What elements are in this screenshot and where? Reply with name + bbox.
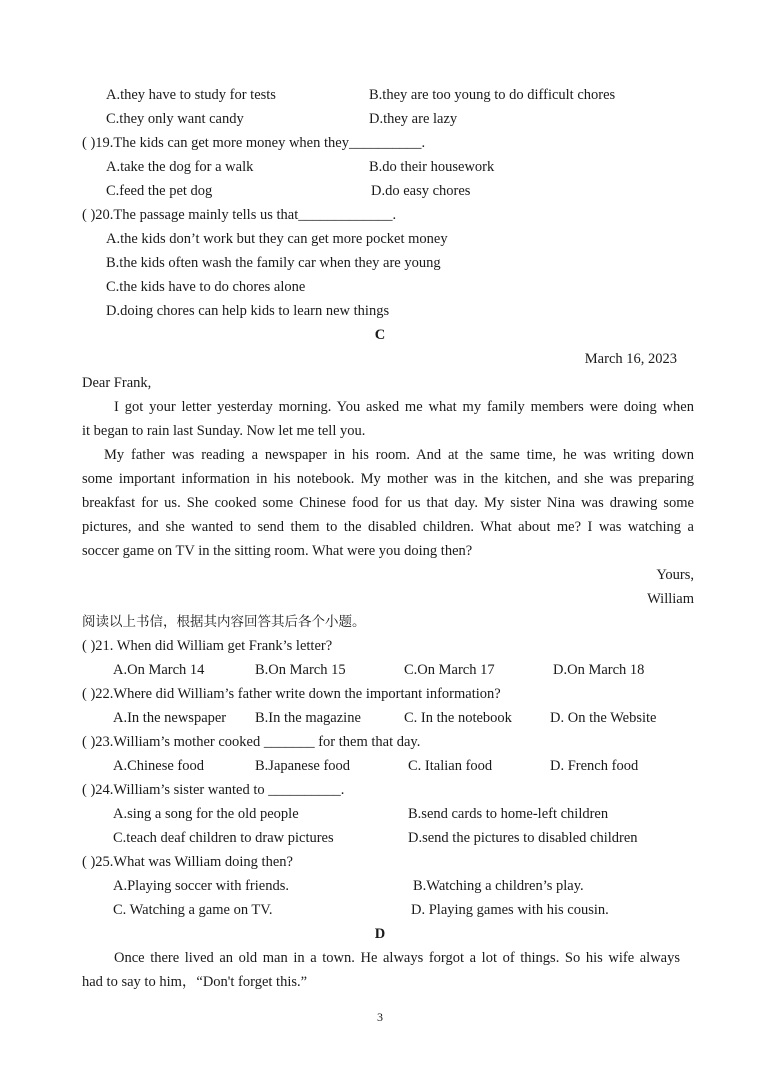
section-d-line-1: Once there lived an old man in a town. He always forgot a lot of things. So his wife always: [114, 950, 680, 966]
q18-option-b: B.they are too young to do difficult chores: [369, 87, 616, 103]
q25-option-a: A.Playing soccer with friends.: [113, 878, 289, 894]
letter-date: March 16, 2023: [584, 351, 677, 367]
q20-stem: ( )20.The passage mainly tells us that_____________.: [82, 207, 397, 223]
q19-stem: ( )19.The kids can get more money when they__________.: [82, 135, 426, 151]
q19-option-b: B.do their housework: [369, 159, 495, 175]
letter-paragraph-2-line-1: My father was reading a newspaper in his room. And at the same time, he was writing down: [104, 447, 694, 463]
q25-option-d: D. Playing games with his cousin.: [411, 902, 609, 918]
q20-option-b: B.the kids often wash the family car when they are young: [106, 255, 441, 271]
q24-option-d: D.send the pictures to disabled children: [408, 830, 638, 846]
q19-option-d: D.do easy chores: [371, 183, 471, 199]
q18-option-d: D.they are lazy: [369, 111, 458, 127]
q23-stem: ( )23.William’s mother cooked _______ for them that day.: [82, 734, 421, 750]
q23-option-c: C. Italian food: [408, 758, 493, 774]
q21-option-d: D.On March 18: [553, 662, 645, 678]
q22-option-b: B.In the magazine: [255, 710, 361, 726]
letter-greeting: Dear Frank,: [82, 375, 152, 391]
q22-option-d: D. On the Website: [550, 710, 657, 726]
letter-paragraph-2-line-5: soccer game on TV in the sitting room. What were you doing then?: [82, 543, 473, 559]
q25-option-b: B.Watching a children’s play.: [413, 878, 584, 894]
q20-option-c: C.the kids have to do chores alone: [106, 279, 306, 295]
section-c-heading: C: [374, 327, 386, 343]
q24-option-b: B.send cards to home-left children: [408, 806, 609, 822]
q18-option-c: C.they only want candy: [106, 111, 244, 127]
section-d-heading: D: [374, 926, 386, 942]
section-d-line-2: had to say to him，“Don't forget this.”: [82, 974, 308, 990]
q22-stem: ( )22.Where did William’s father write down the important information?: [82, 686, 501, 702]
q19-option-a: A.take the dog for a walk: [106, 159, 254, 175]
reading-instruction: 阅读以上书信，根据其内容回答其后各个小题。: [82, 614, 366, 630]
q20-option-d: D.doing chores can help kids to learn new things: [106, 303, 390, 319]
q23-option-d: D. French food: [550, 758, 639, 774]
q21-option-b: B.On March 15: [255, 662, 346, 678]
q19-option-c: C.feed the pet dog: [106, 183, 213, 199]
letter-paragraph-2-line-4: pictures, and she wanted to send them to the disabled children. What about me? I was watching a: [82, 519, 694, 535]
letter-paragraph-1-line-1: I got your letter yesterday morning. You asked me what my family members were doing when: [114, 399, 694, 415]
q24-option-c: C.teach deaf children to draw pictures: [113, 830, 334, 846]
q25-option-c: C. Watching a game on TV.: [113, 902, 273, 918]
page-number: 3: [377, 1010, 383, 1024]
q21-option-c: C.On March 17: [404, 662, 495, 678]
q24-stem: ( )24.William’s sister wanted to __________.: [82, 782, 345, 798]
q22-option-a: A.In the newspaper: [113, 710, 227, 726]
q21-option-a: A.On March 14: [113, 662, 205, 678]
letter-paragraph-1-line-2: it began to rain last Sunday. Now let me tell you.: [82, 423, 366, 439]
letter-signature: William: [647, 591, 694, 607]
q24-option-a: A.sing a song for the old people: [113, 806, 299, 822]
q23-option-a: A.Chinese food: [113, 758, 205, 774]
q20-option-a: A.the kids don’t work but they can get more pocket money: [106, 231, 448, 247]
letter-paragraph-2-line-3: breakfast for us. She cooked some Chinese food for us that day. My sister Nina was drawing some: [82, 495, 694, 511]
letter-closing: Yours,: [656, 567, 694, 583]
letter-paragraph-2-line-2: some important information in his notebook. My mother was in the kitchen, and she was preparing: [82, 471, 694, 487]
q25-stem: ( )25.What was William doing then?: [82, 854, 293, 870]
q18-option-a: A.they have to study for tests: [106, 87, 276, 103]
q23-option-b: B.Japanese food: [255, 758, 351, 774]
q22-option-c: C. In the notebook: [404, 710, 512, 726]
q21-stem: ( )21. When did William get Frank’s letter?: [82, 638, 333, 654]
